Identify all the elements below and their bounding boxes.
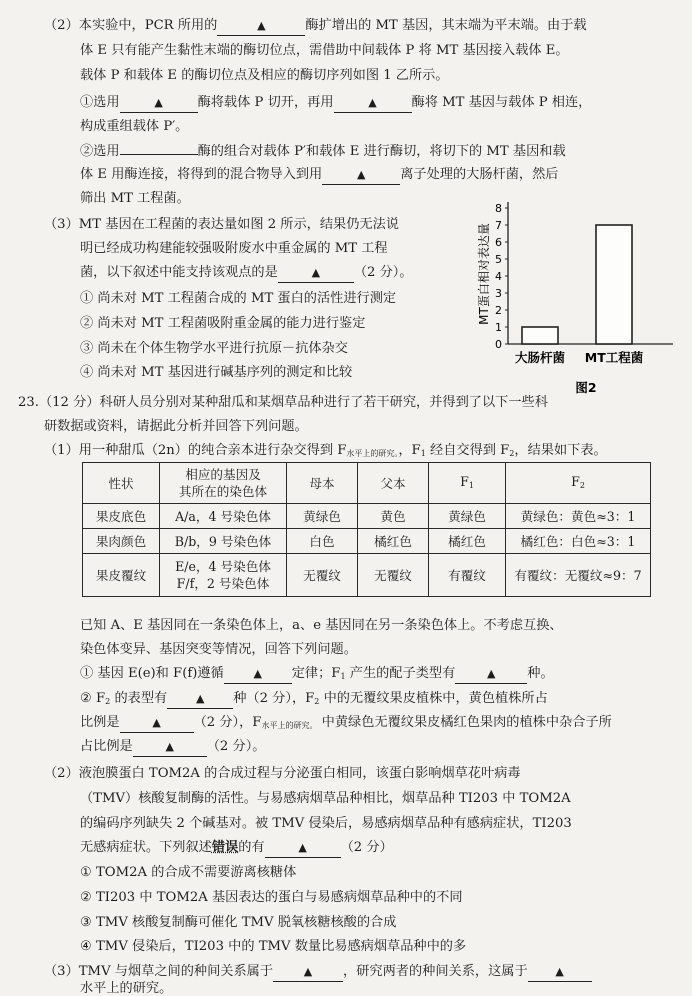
table-header: 性状: [83, 463, 160, 504]
text-line: ②选用 酶的组合对载体 P′和载体 E 进行酶切，将切下的 MT 基因和载: [80, 144, 566, 159]
option-line: ② 尚未对 MT 工程菌吸附重金属的能力进行鉴定: [80, 316, 366, 331]
chart-category-label: MT工程菌: [584, 350, 644, 365]
table-header: 相应的基因及 其所在的染色体: [160, 463, 287, 504]
text-line: 占比例是 ▲ （2 分）。: [80, 738, 265, 757]
figure-2-bar-chart: [468, 196, 678, 396]
text-line: 筛出 MT 工程菌。: [80, 191, 190, 206]
table-header: 父本: [358, 463, 429, 504]
table-row: 果皮底色 A/a，4 号染色体 黄绿色 黄色 黄绿色 黄绿色：黄色≈3：1: [83, 504, 651, 529]
text-line: 水平上的研究。: [80, 981, 173, 996]
option-line: ③ 尚未在个体生物学水平进行抗原－抗体杂交: [80, 341, 348, 356]
text-line: 已知 A、E 基因同在一条染色体上，a、e 基因同在另一条染色体上。不考虑互换、: [80, 618, 563, 633]
genetics-table: [82, 462, 651, 597]
chart-bar: [522, 327, 558, 344]
option-line: ② TI203 中 TOM2A 基因表达的蛋白与易感病烟草品种中的不同: [80, 890, 463, 905]
text-line: 明已经成功构建能较强吸附废水中重金属的 MT 工程: [80, 241, 388, 256]
chart-y-tick-label: 5: [495, 253, 502, 266]
option-line: ④ 尚未对 MT 基因进行碱基序列的测定和比较: [80, 365, 353, 380]
text-line: 比例是 ▲ （2 分），$F_{水平上的研究。}$ 中黄绿色无覆纹果皮橘红色果肉的植株中杂合子所: [80, 714, 612, 735]
chart-caption: 图2: [575, 380, 597, 395]
text-line: 体 E 用酶连接，将得到的混合物导入到用 ▲ 离子处理的大肠杆菌，然后: [80, 166, 558, 185]
chart-y-tick-label: 8: [495, 202, 502, 215]
text-line: 体 E 只有能产生黏性末端的酶切位点，需借助中间载体 P 将 MT 基因接入载体 E。: [80, 43, 569, 58]
chart-y-tick-label: 6: [495, 236, 502, 249]
text-line: （2）本实验中，PCR 所用的 ▲ 酶扩增出的 MT 基因，其末端为平末端。由于载: [44, 17, 587, 36]
text-line: ①选用 ▲ 酶将载体 P 切开，再用 ▲ 酶将 MT 基因与载体 P 相连，: [80, 94, 591, 113]
text-line: （3）TMV 与烟草之间的种间关系属于 ▲ ，研究两者的种间关系，这属于 ▲: [44, 963, 592, 982]
chart-y-tick-label: 3: [495, 287, 502, 300]
text-line: （2）液泡膜蛋白 TOM2A 的合成过程与分泌蛋白相同，该蛋白影响烟草花叶病毒: [44, 766, 521, 781]
table-header: $F_1$: [429, 463, 506, 504]
option-line: ① TOM2A 的合成不需要游离核糖体: [80, 865, 297, 880]
table-header: 母本: [287, 463, 358, 504]
text-line: 菌，以下叙述中能支持该观点的是 ▲ （2 分）。: [80, 264, 413, 283]
chart-y-tick-label: 7: [495, 219, 502, 232]
table-row: 果肉颜色 B/b，9 号染色体 白色 橘红色 橘红色 橘红色：白色≈3：1: [83, 529, 651, 554]
text-line: （1）用一种甜瓜（2n）的纯合亲本进行杂交得到 $F_{水平上的研究。}$，$F_1$ 经自交得到 $F_2$，结果如下表。: [44, 443, 607, 458]
text-line: ① 基因 E(e)和 F(f)遵循 ▲ 定律；$F_1$ 产生的配子类型有 ▲ 种。: [80, 665, 554, 686]
text-line: 无感病症状。下列叙述错误的有 ▲ （2 分）: [80, 839, 393, 858]
option-line: ④ TMV 侵染后，TI203 中的 TMV 数量比易感病烟草品种中的多: [80, 939, 467, 954]
text-line: 23.（12 分）科研人员分别对某种甜瓜和某烟草品种进行了若干研究，并得到了以下一些科: [18, 395, 548, 410]
text-line: （3）MT 基因在工程菌的表达量如图 2 所示，结果仍无法说: [44, 217, 399, 232]
chart-y-tick-label: 4: [495, 270, 502, 283]
chart-category-label: 大肠杆菌: [514, 350, 566, 365]
text-line: 构成重组载体 P′。: [80, 119, 189, 134]
text-line: 载体 P 和载体 E 的酶切位点及相应的酶切序列如图 1 乙所示。: [80, 68, 449, 83]
option-line: ① 尚未对 MT 工程菌合成的 MT 蛋白的活性进行测定: [80, 291, 397, 306]
chart-y-tick-label: 2: [495, 304, 502, 317]
text-line: ② $F_2$ 的表型有 ▲ 种（2 分），$F_2$ 中的无覆纹果皮植株中，黄色植株所占: [80, 690, 548, 711]
option-line: ③ TMV 核酸复制酶可催化 TMV 脱氧核糖核酸的合成: [80, 915, 397, 930]
chart-y-axis-label: MT蛋白相对表达量: [477, 223, 491, 325]
text-line: 研数据或资料，请据此分析并回答下列问题。: [44, 419, 308, 434]
chart-y-tick-label: 0: [495, 338, 502, 351]
text-line: 染色体变异、基因突变等情况，回答下列问题。: [80, 642, 357, 657]
text-line: 的编码序列缺失 2 个碱基对。被 TMV 侵染后，易感病烟草品种有感病症状，TI203: [80, 816, 572, 831]
chart-y-tick-label: 1: [495, 321, 502, 334]
table-header: $F_2$: [506, 463, 651, 504]
table-row: 果皮覆纹 E/e，4 号染色体 F/f，2 号染色体 无覆纹 无覆纹 有覆纹 有覆纹：无覆纹≈9：7: [83, 554, 651, 597]
chart-bar: [596, 225, 632, 344]
text-line: （TMV）核酸复制酶的活性。与易感病烟草品种相比，烟草品种 TI203 中 TOM2A: [80, 791, 571, 806]
